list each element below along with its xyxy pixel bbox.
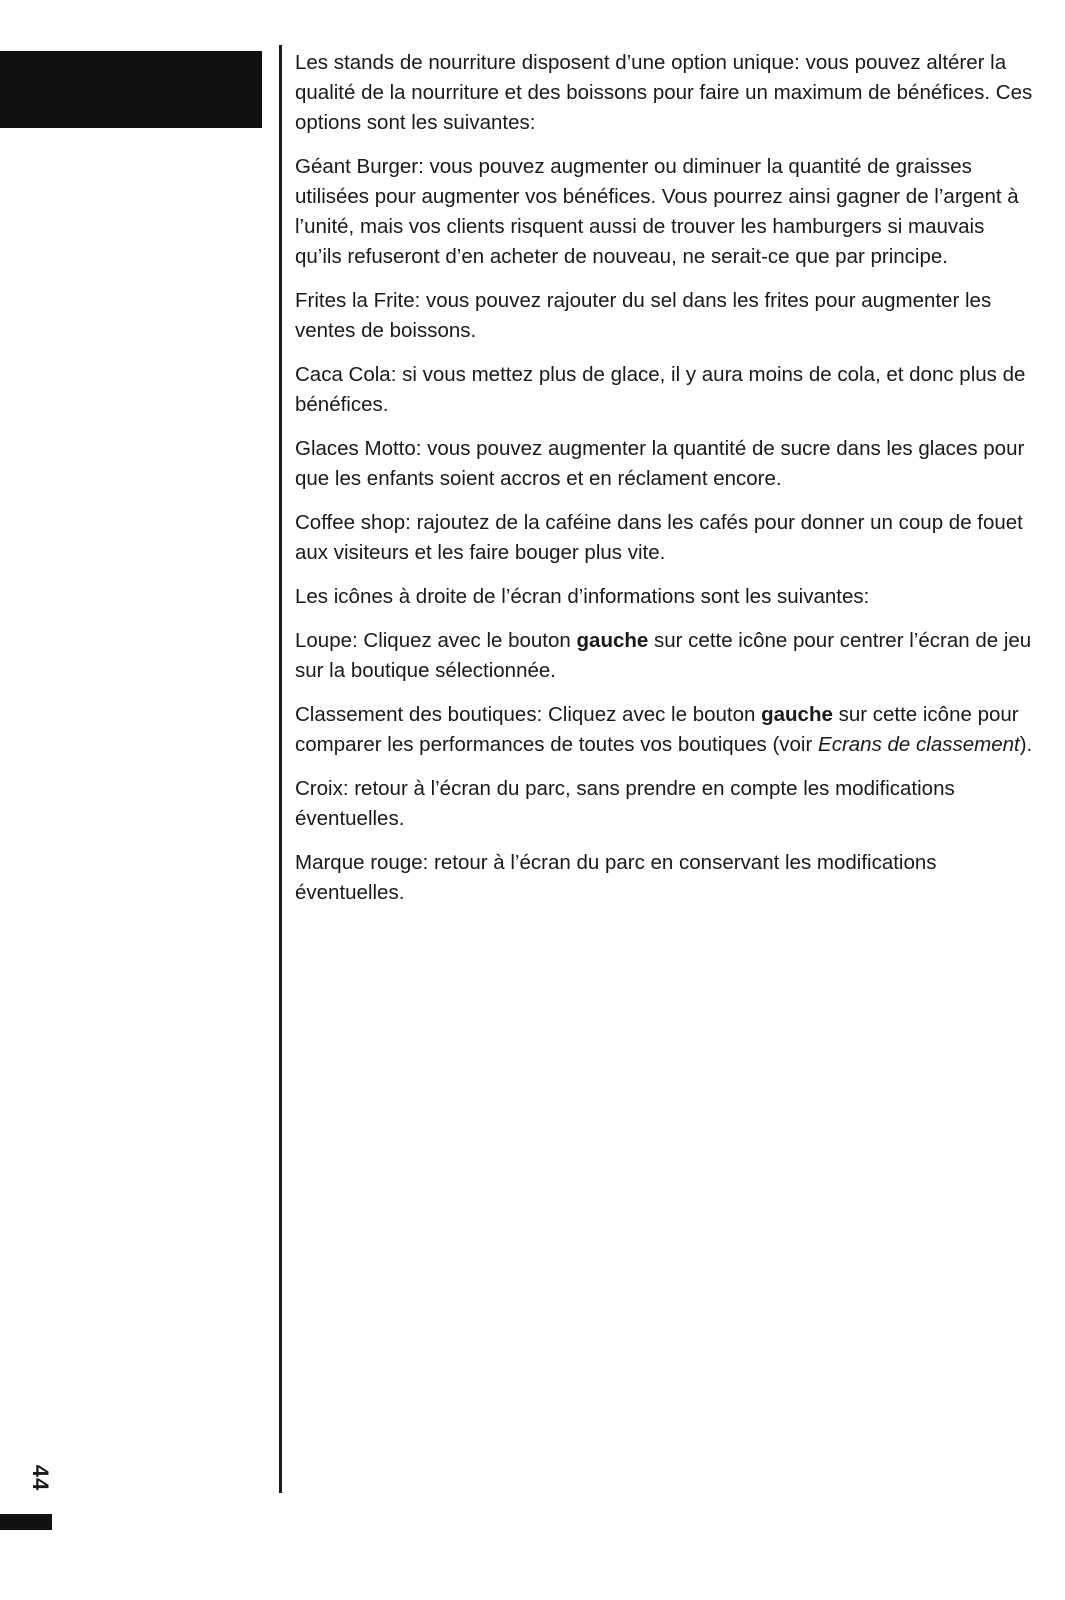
- classement-text-start: Classement des boutiques: Cliquez avec le bouton: [295, 703, 762, 726]
- classement-text-middle: sur cette icône pour comparer les performances de toutes vos boutiques (voir: [295, 703, 1019, 756]
- loupe-bold-word: gauche: [576, 629, 649, 652]
- classement-text-end: ).: [1019, 733, 1033, 756]
- footer-bar: [0, 1514, 52, 1530]
- classement-paragraph: [295, 700, 1035, 760]
- glaces-motto-paragraph: Glaces Motto: vous pouvez augmenter la quantité de sucre dans les glaces pour que les enfants soient accros et en réclament encore.: [295, 437, 1025, 490]
- classement-bold-word: gauche: [761, 703, 833, 726]
- loupe-text-end: sur cette icône pour centrer l’écran de jeu sur la boutique sélectionnée.: [295, 629, 1032, 682]
- vertical-rule: [279, 45, 282, 1493]
- caca-cola-paragraph: Caca Cola: si vous mettez plus de glace, il y aura moins de cola, et donc plus de bénéfices.: [295, 363, 1026, 416]
- coffee-shop-paragraph: Coffee shop: rajoutez de la caféine dans les cafés pour donner un coup de fouet aux visiteurs et les faire bouger plus vite.: [295, 511, 1023, 564]
- geant-burger-paragraph: Géant Burger: vous pouvez augmenter ou diminuer la quantité de graisses utilisées pour augmenter vos bénéfices. Vous pourrez ainsi gagner de l’argent à l’unité, mais vos clients risquent aussi de trouver les hamburgers si mauvais qu’ils refuseront d’en acheter de nouveau, ne serait-ce que par principe.: [295, 155, 1019, 268]
- marque-rouge-paragraph: Marque rouge: retour à l’écran du parc en conservant les modifications éventuelles.: [295, 851, 937, 904]
- header-bar: [0, 51, 262, 128]
- icons-intro-paragraph: Les icônes à droite de l’écran d’informations sont les suivantes:: [295, 585, 870, 608]
- page-number: 44: [28, 1464, 53, 1492]
- page-body: [295, 48, 1035, 922]
- croix-paragraph: Croix: retour à l’écran du parc, sans prendre en compte les modifications éventuelles.: [295, 777, 955, 830]
- intro-paragraph: Les stands de nourriture disposent d’une option unique: vous pouvez altérer la qualité de la nourriture et des boissons pour faire un maximum de bénéfices. Ces options sont les suivantes:: [295, 51, 1033, 134]
- loupe-paragraph: [295, 626, 1035, 686]
- classement-italic-ref: Ecrans de classement: [818, 733, 1020, 756]
- loupe-text-start: Loupe: Cliquez avec le bouton: [295, 629, 577, 652]
- frites-paragraph: Frites la Frite: vous pouvez rajouter du sel dans les frites pour augmenter les ventes de boissons.: [295, 289, 992, 342]
